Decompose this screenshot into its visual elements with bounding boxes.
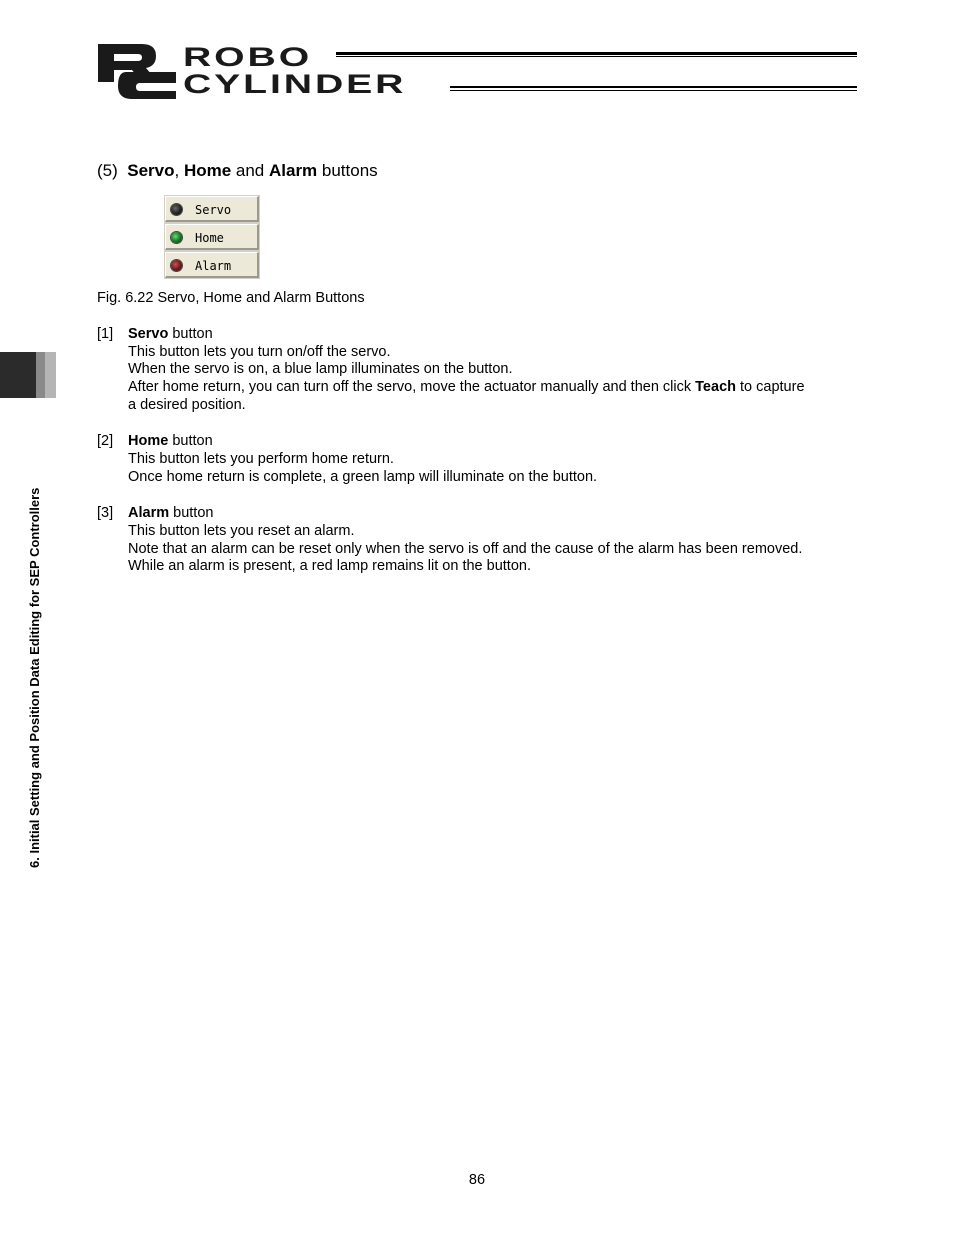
item-name-servo: Servo (128, 326, 169, 342)
chapter-side-label: 6. Initial Setting and Position Data Editing for SEP Controllers (27, 487, 42, 868)
item-1-line-2: When the servo is on, a blue lamp illuminates on the button. (128, 361, 513, 377)
item-suffix: button (168, 326, 213, 342)
item-3-line-3: While an alarm is present, a red lamp remains lit on the button. (128, 558, 531, 574)
title-buttons: buttons (317, 161, 378, 180)
header-rule-bottom (450, 86, 857, 91)
servo-button-label: Servo (195, 203, 232, 217)
section-number: (5) (97, 161, 118, 180)
item-1-line-3 (128, 378, 805, 396)
chapter-tab-dark (0, 352, 36, 398)
item-number-1: [1] (97, 326, 114, 342)
title-servo: Servo (127, 161, 175, 180)
item-number-2: [2] (97, 433, 114, 449)
item-suffix: button (169, 505, 214, 521)
servo-button[interactable] (165, 196, 259, 222)
servo-lamp-icon (171, 204, 182, 215)
logo-cylinder-text: CYLINDER (183, 69, 407, 99)
item-suffix: button (168, 433, 213, 449)
rc-logo-icon (96, 42, 178, 100)
logo-robo-text: ROBO (183, 42, 313, 72)
teach-post: to capture (736, 379, 805, 395)
item-1-line-1: This button lets you turn on/off the servo. (128, 344, 391, 360)
teach-bold: Teach (695, 379, 736, 395)
alarm-lamp-icon (171, 260, 182, 271)
chapter-tab-light (45, 352, 56, 398)
section-title (97, 160, 378, 182)
button-panel-figure (165, 195, 261, 282)
item-name-home: Home (128, 433, 169, 449)
teach-pre: After home return, you can turn off the servo, move the actuator manually and then click (128, 379, 696, 395)
title-and: and (231, 161, 269, 180)
home-lamp-icon (171, 232, 182, 243)
item-number-3: [3] (97, 505, 114, 521)
alarm-button-label: Alarm (195, 259, 232, 273)
title-sep: , (174, 161, 184, 180)
header-rule-top (336, 52, 857, 57)
item-2-line-2: Once home return is complete, a green lamp will illuminate on the button. (128, 469, 598, 485)
item-2-line-1: This button lets you perform home return. (128, 451, 394, 467)
figure-caption: Fig. 6.22 Servo, Home and Alarm Buttons (97, 290, 365, 306)
title-home: Home (183, 161, 232, 180)
home-button[interactable] (165, 224, 259, 250)
title-alarm: Alarm (268, 161, 318, 180)
item-1-line-4: a desired position. (128, 397, 246, 413)
item-heading-home (128, 432, 213, 450)
item-3-line-2: Note that an alarm can be reset only when the servo is off and the cause of the alarm has been removed. (128, 541, 803, 557)
page-number: 86 (468, 1172, 486, 1188)
item-heading-alarm (128, 504, 213, 522)
home-button-label: Home (195, 231, 224, 245)
item-heading-servo (128, 325, 213, 343)
alarm-button[interactable] (165, 252, 259, 278)
item-name-alarm: Alarm (128, 505, 170, 521)
item-3-line-1: This button lets you reset an alarm. (128, 523, 355, 539)
